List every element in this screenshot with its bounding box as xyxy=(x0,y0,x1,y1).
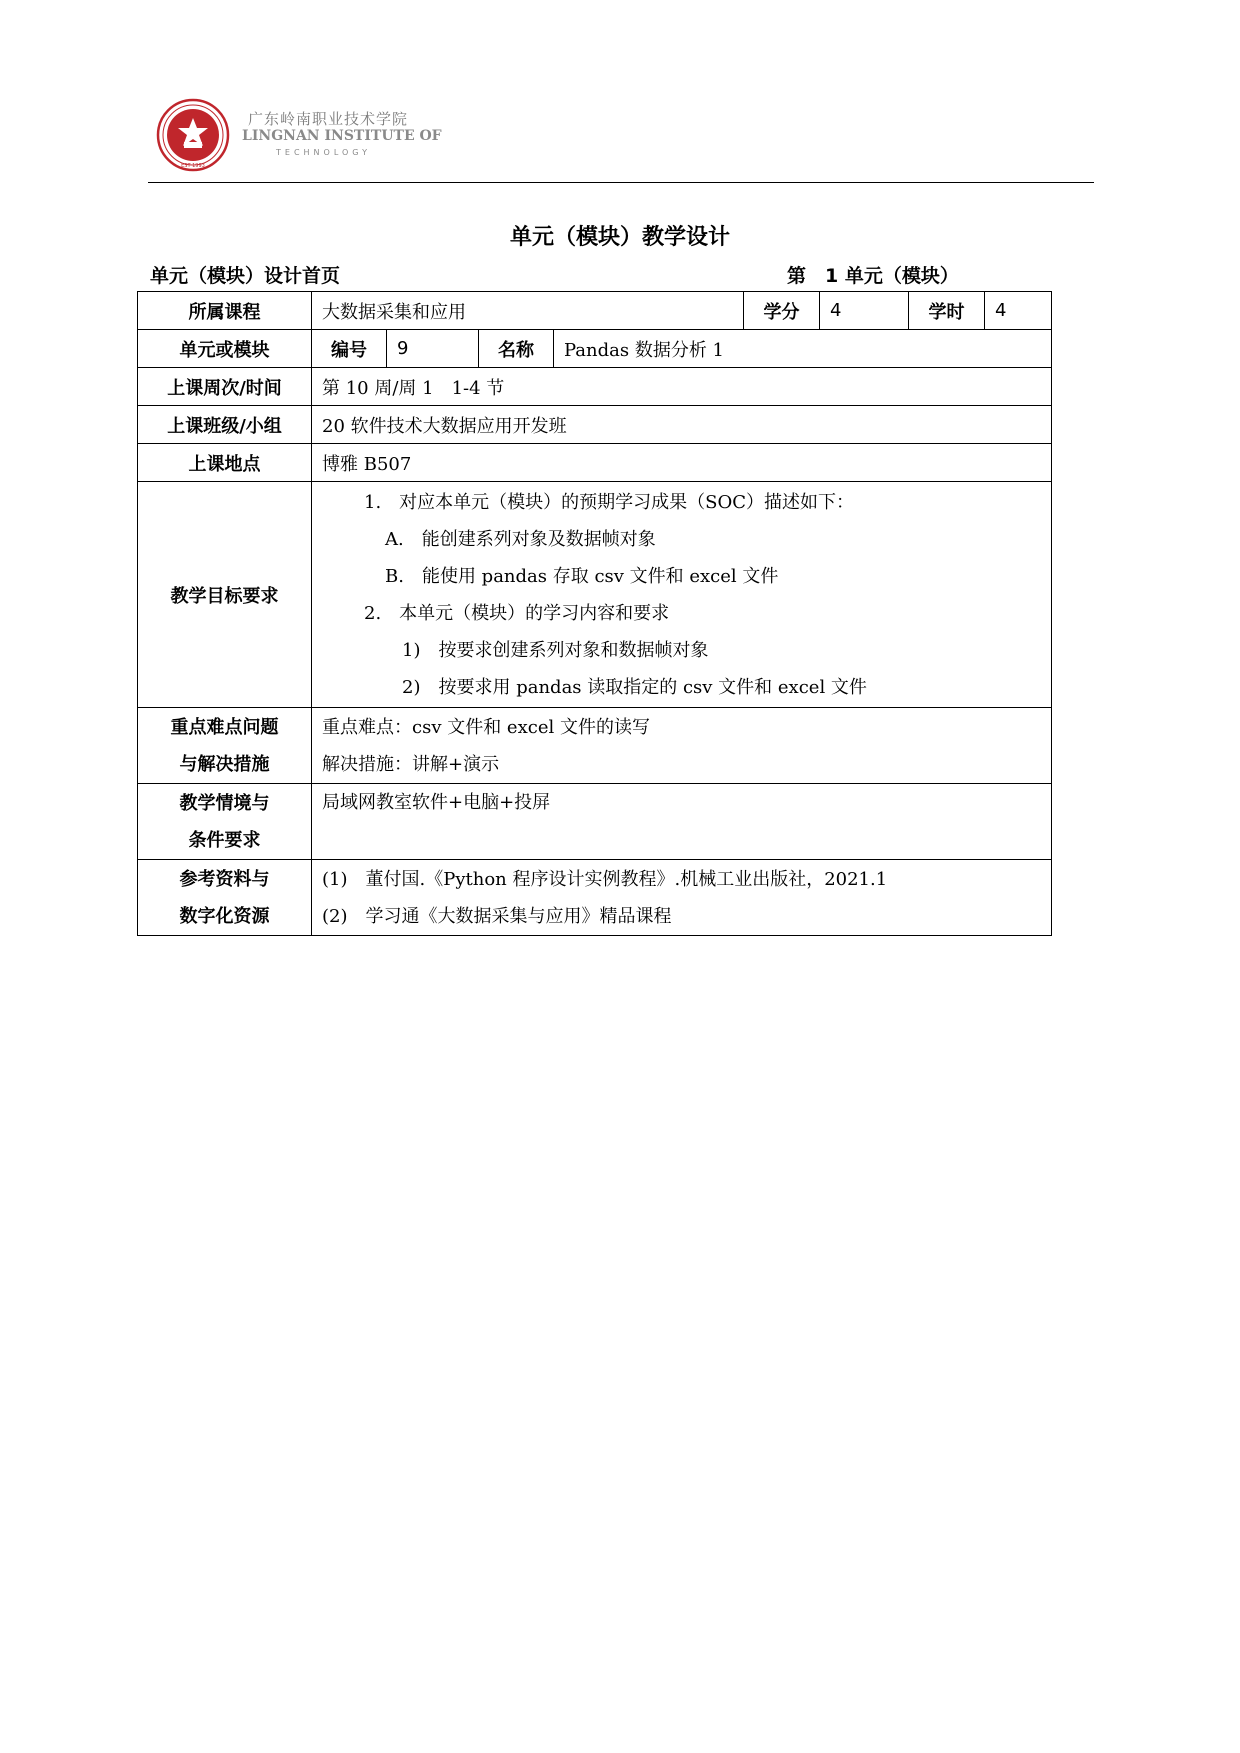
header-divider xyxy=(148,182,1094,183)
keypoints-line: 解决措施：讲解+演示 xyxy=(322,753,500,775)
place-value: 博雅 B507 xyxy=(312,444,1052,482)
objective-line: 1. 对应本单元（模块）的预期学习成果（SOC）描述如下： xyxy=(364,491,855,513)
hours-label: 学时 xyxy=(909,292,985,330)
place-label: 上课地点 xyxy=(138,444,312,482)
keypoints-label xyxy=(138,708,312,784)
subtitle-right: 第 1 单元（模块） xyxy=(787,265,959,287)
subtitle-left: 单元（模块）设计首页 xyxy=(150,265,341,287)
table-row xyxy=(138,860,1052,936)
objectives-label: 教学目标要求 xyxy=(138,482,312,708)
env-value: 局域网教室软件+电脑+投屏 xyxy=(322,792,551,813)
table-row xyxy=(138,406,1052,444)
number-label: 编号 xyxy=(312,330,387,368)
class-label: 上课班级/小组 xyxy=(138,406,312,444)
objective-line: B. 能使用 pandas 存取 csv 文件和 excel 文件 xyxy=(385,565,779,587)
table-row xyxy=(138,368,1052,406)
org-name-en-line1: LINGNAN INSTITUTE OF xyxy=(242,128,442,144)
objective-line: 2) 按要求用 pandas 读取指定的 csv 文件和 excel 文件 xyxy=(402,676,867,698)
name-value: Pandas 数据分析 1 xyxy=(554,330,1052,368)
env-label xyxy=(138,784,312,860)
ref-line: (2) 学习通《大数据采集与应用》精品课程 xyxy=(322,905,672,927)
class-value: 20 软件技术大数据应用开发班 xyxy=(312,406,1052,444)
table-row xyxy=(138,482,1052,708)
objective-line: 1) 按要求创建系列对象和数据帧对象 xyxy=(402,639,709,661)
course-label: 所属课程 xyxy=(138,292,312,330)
ref-cell xyxy=(312,860,1052,936)
table-row xyxy=(138,708,1052,784)
objective-line: 2. 本单元（模块）的学习内容和要求 xyxy=(364,602,670,624)
unit-label: 单元或模块 xyxy=(138,330,312,368)
week-label: 上课周次/时间 xyxy=(138,368,312,406)
name-label: 名称 xyxy=(479,330,554,368)
table-row xyxy=(138,784,1052,860)
logo-est-text: EST 1993 xyxy=(181,163,205,169)
keypoints-cell xyxy=(312,708,1052,784)
number-value: 9 xyxy=(387,330,479,368)
course-value: 大数据采集和应用 xyxy=(312,292,744,330)
credit-label: 学分 xyxy=(744,292,820,330)
org-name-en-line2: TECHNOLOGY xyxy=(276,148,371,157)
credit-value: 4 xyxy=(820,292,909,330)
table-row xyxy=(138,444,1052,482)
document-title: 单元（模块）教学设计 xyxy=(509,225,730,250)
design-table xyxy=(137,291,1052,936)
institution-logo xyxy=(156,98,446,176)
table-row xyxy=(138,330,1052,368)
ref-label-line: 数字化资源 xyxy=(179,905,270,927)
keypoints-label-line: 与解决措施 xyxy=(179,753,270,775)
ref-label-line: 参考资料与 xyxy=(179,868,270,890)
hours-value: 4 xyxy=(985,292,1052,330)
org-name-cn: 广东岭南职业技术学院 xyxy=(248,110,409,128)
ref-label xyxy=(138,860,312,936)
env-label-line: 教学情境与 xyxy=(179,792,270,814)
objective-line: A. 能创建系列对象及数据帧对象 xyxy=(385,528,656,550)
institution-seal-icon xyxy=(156,98,230,172)
week-value: 第 10 周/周 1 1-4 节 xyxy=(312,368,1052,406)
ref-line: (1) 董付国.《Python 程序设计实例教程》.机械工业出版社，2021.1 xyxy=(322,868,888,890)
objectives-cell xyxy=(312,482,1052,708)
keypoints-label-line: 重点难点问题 xyxy=(170,716,279,738)
env-label-line: 条件要求 xyxy=(188,829,261,851)
env-cell xyxy=(312,784,1052,860)
table-row xyxy=(138,292,1052,330)
keypoints-line: 重点难点：csv 文件和 excel 文件的读写 xyxy=(322,716,650,738)
